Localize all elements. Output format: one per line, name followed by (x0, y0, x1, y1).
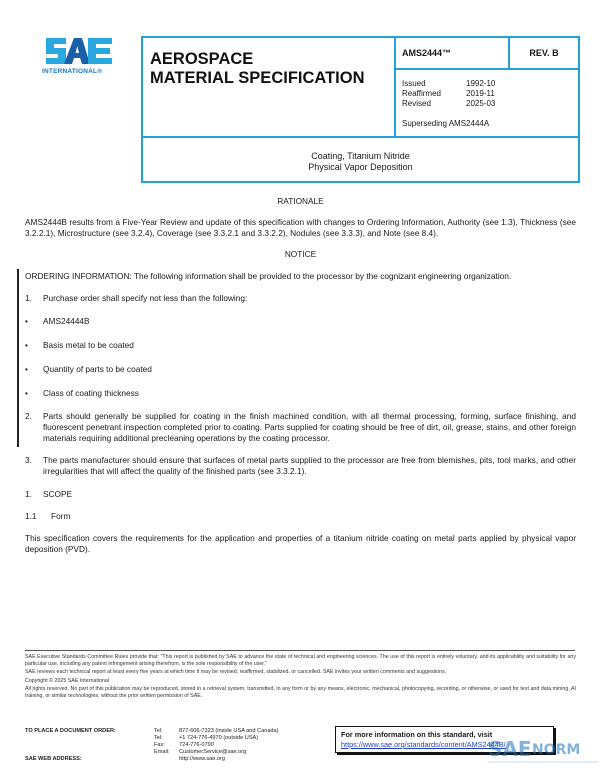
date-row-issued (402, 79, 578, 89)
subtitle-line-1: Coating, Titanium Nitride (311, 151, 410, 161)
contact-row (154, 756, 279, 763)
revision-label: REV. B (510, 38, 578, 70)
ordering-item-2 (25, 411, 576, 444)
bullet-item (25, 388, 576, 399)
section-form (25, 511, 576, 522)
contact-value: 724-776-0790 (179, 742, 214, 748)
more-info-lead: For more information on this standard, visit (341, 730, 493, 739)
contact-row (154, 742, 279, 749)
logo-text: INTERNATIONAL® (42, 68, 103, 75)
section-number: 1.1 (25, 511, 37, 521)
bullet-item (25, 364, 576, 375)
svg-text:NORM: NORM (532, 742, 581, 758)
notice-heading: NOTICE (284, 249, 317, 259)
bullet-text: Quantity of parts to be coated (43, 364, 152, 374)
order-label: TO PLACE A DOCUMENT ORDER: (25, 728, 116, 734)
contact-list (154, 728, 279, 763)
copyright-text: Copyright © 2025 SAE International (25, 677, 109, 684)
sae-norm-watermark-icon (488, 736, 598, 766)
sae-logo (38, 36, 120, 76)
contact-key-spacer (154, 756, 179, 763)
date-row-revised (402, 99, 578, 109)
date-value: 2025-03 (466, 99, 496, 108)
contact-key: Tel: (154, 735, 163, 741)
subtitle-line-2: Physical Vapor Deposition (308, 162, 413, 172)
bullet-icon: • (25, 340, 28, 350)
contact-key: Tel: (154, 728, 163, 734)
review-text: SAE reviews each technical report at least every five years at which time it may be revised, reaffirmed, stabilized, or cancelled. SAE invites your written comments and suggestions. (25, 669, 447, 676)
bullet-item (25, 316, 576, 327)
spec-type-title (143, 38, 396, 138)
footer-divider (25, 650, 575, 651)
contact-row (154, 728, 279, 735)
spec-subtitle (143, 138, 578, 181)
rights-text: All rights reserved. No part of this publication may be reproduced, stored in a retrieval system, transmitted, in any form or by any means, electronic, mechanical, photocopying, recording, or otherwise, or used for text and data mining, AI training, or similar technologies, without the prior written permission of SAE. (25, 686, 576, 699)
form-text: This specification covers the requirements for the application and properties of a titanium nitride coating on metal parts applied by physical vapor deposition (PVD). (25, 533, 576, 554)
section-title: SCOPE (43, 489, 73, 499)
date-label: Reaffirmed (402, 89, 441, 98)
date-label: Issued (402, 79, 426, 88)
committee-rules-text: SAE Executive Standards Committee Rules provide that: "This report is published by SAE to advance the state of technical and engineering sciences. The use of this report is entirely voluntary, and its applicability and suitability for any particular use, including any patent infringement arising therefrom, is the sole responsibility of the user." (25, 654, 576, 667)
item-number: 3. (25, 455, 32, 465)
bullet-icon: • (25, 388, 28, 398)
item-text: Parts should generally be supplied for coating in the finish machined condition, with all thermal processing, forming, surface finishing, and fluorescent penetrant inspection completed prior to coating. Parts supplied for coating should be free of dirt, oil, grease, stains, and other foreign materials requiring additional precleaning operations by the coating processor. (43, 411, 576, 443)
date-value: 2019-11 (466, 89, 495, 98)
ordering-item-3 (25, 455, 576, 477)
web-address-link[interactable]: http://www.sae.org (179, 756, 226, 762)
section-scope (25, 489, 576, 500)
date-label: Revised (402, 99, 431, 108)
item-number: 2. (25, 411, 32, 421)
item-text: The parts manufacturer should ensure that surfaces of metal parts supplied to the processor are free from blemishes, pits, tool marks, and other irregularities that will affect the quality of the finished parts (see 3.3.2.1). (43, 455, 576, 476)
rationale-heading: RATIONALE (277, 196, 324, 206)
email-link[interactable]: CustomerService@sae.org (179, 749, 247, 755)
contact-row (154, 735, 279, 742)
section-number: 1. (25, 489, 32, 499)
ordering-item-1 (25, 293, 576, 304)
title-line-2: MATERIAL SPECIFICATION (150, 69, 365, 87)
rationale-text: AMS2444B results from a Five-Year Review and update of this specification with changes to Ordering Information, Authority (see 1.3), Thickness (see 3.2.2.1), Microstructure (see 3.2.4), Coverage (see 3.3.2.1 and 3.3.2.2), Nodules (see 3.3.3), and Note (see 8.4). (25, 217, 576, 238)
contact-row (154, 749, 279, 756)
date-block (396, 70, 578, 138)
bullet-text: Basis metal to be coated (43, 340, 134, 350)
bullet-icon: • (25, 364, 28, 374)
date-row-reaffirmed (402, 89, 578, 99)
web-address-label: SAE WEB ADDRESS: (25, 756, 82, 762)
item-text: Purchase order shall specify not less than the following: (43, 293, 248, 303)
spec-header (141, 36, 580, 183)
bullet-text: AMS24444B (43, 316, 90, 326)
ordering-info-intro: ORDERING INFORMATION: The following information shall be provided to the processor by the cognizant engineering organization. (25, 271, 512, 281)
contact-value: 877-606-7323 (inside USA and Canada) (179, 728, 279, 734)
svg-text:SAE: SAE (488, 737, 532, 761)
contact-key: Email: (154, 749, 170, 755)
legal-footer (25, 654, 576, 702)
bullet-text: Class of coating thickness (43, 388, 139, 398)
bullet-icon: • (25, 316, 28, 326)
title-line-1: AEROSPACE (150, 50, 254, 68)
standard-link[interactable]: https://www.sae.org/standards/content/AMS2444B/ (341, 740, 506, 749)
section-title: Form (51, 511, 71, 521)
item-number: 1. (25, 293, 32, 303)
bullet-item (25, 340, 576, 351)
revision-change-bar (17, 269, 19, 447)
sae-logo-mark-icon (44, 36, 114, 66)
date-value: 1992-10 (466, 79, 496, 88)
document-body (25, 196, 576, 555)
superseding-note: Superseding AMS2444A (402, 119, 490, 128)
contact-key: Fax: (154, 742, 165, 748)
doc-number: AMS2444™ (396, 38, 510, 70)
contact-value: +1 724-776-4970 (outside USA) (179, 735, 259, 741)
